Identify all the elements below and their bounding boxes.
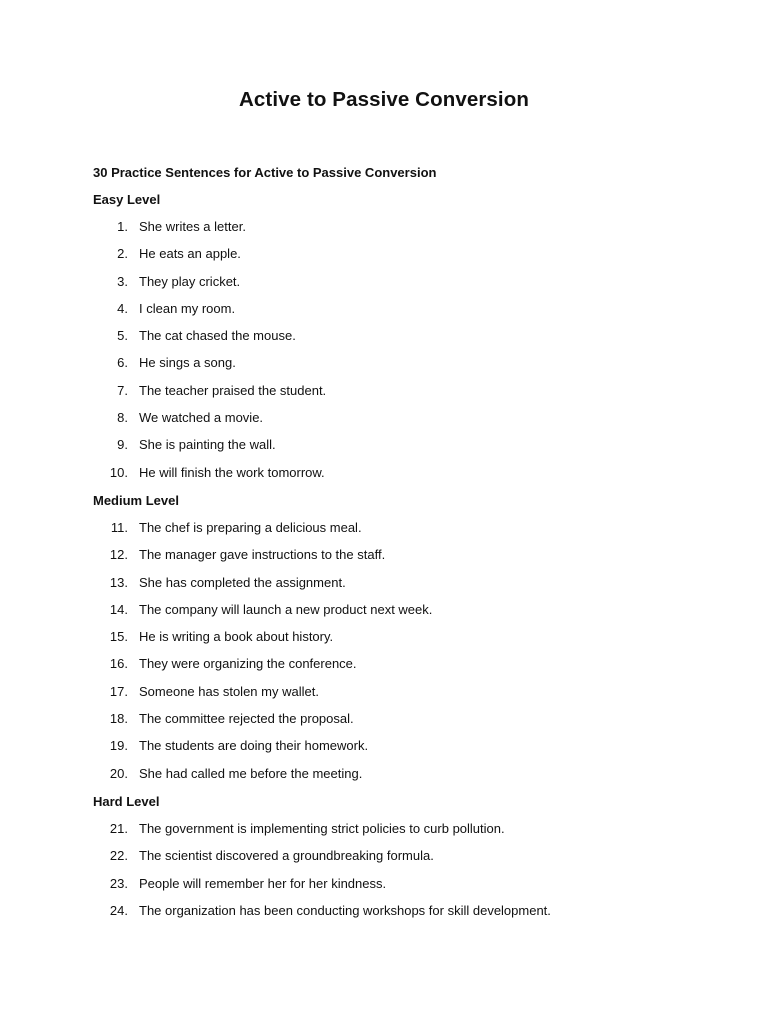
sentence-list: [93, 820, 713, 929]
item-text: The organization has been conducting workshops for skill development.: [139, 902, 551, 918]
item-text: The chef is preparing a delicious meal.: [139, 520, 362, 535]
item-number: 6.: [117, 355, 128, 371]
page-title: Active to Passive Conversion: [239, 88, 529, 111]
item-number: 22.: [109, 848, 128, 864]
item-text: I clean my room.: [139, 300, 236, 316]
list-item: [93, 218, 713, 245]
item-text: They were organizing the conference.: [139, 656, 357, 672]
item-number: 23.: [109, 875, 128, 891]
item-text: The students are doing their homework.: [139, 738, 369, 754]
item-text: He sings a song.: [139, 355, 236, 371]
section-heading: Hard Level: [93, 794, 160, 809]
item-text: The scientist discovered a groundbreaking formula.: [139, 848, 434, 864]
item-number: 8.: [117, 410, 128, 426]
sentence-list: [93, 218, 713, 491]
section-medium-level: [93, 492, 713, 792]
section-heading: Medium Level: [93, 493, 179, 508]
list-item: [93, 436, 713, 463]
list-item: [93, 710, 713, 737]
item-number: 20.: [109, 765, 128, 781]
item-number: 7.: [117, 382, 128, 398]
item-number: 24.: [109, 902, 128, 918]
item-number: 11.: [110, 520, 128, 535]
item-number: 1.: [117, 219, 128, 234]
section-easy-level: [93, 191, 713, 491]
item-text: The cat chased the mouse.: [139, 328, 296, 344]
item-text: People will remember her for her kindness.: [139, 875, 387, 891]
list-item: [93, 655, 713, 682]
list-item: [93, 628, 713, 655]
item-number: 16.: [109, 656, 128, 672]
item-number: 18.: [109, 711, 128, 727]
item-text: She writes a letter.: [139, 219, 246, 234]
item-text: The manager gave instructions to the staff.: [139, 547, 386, 563]
item-text: She is painting the wall.: [139, 437, 276, 453]
list-item: [93, 546, 713, 573]
item-number: 3.: [117, 273, 128, 289]
list-item: [93, 875, 713, 902]
item-number: 14.: [109, 601, 128, 617]
item-text: She had called me before the meeting.: [139, 765, 363, 781]
item-text: She has completed the assignment.: [139, 574, 346, 590]
item-text: He will finish the work tomorrow.: [139, 464, 325, 480]
item-number: 19.: [109, 738, 128, 754]
item-number: 4.: [117, 300, 128, 316]
section-heading: Easy Level: [93, 192, 161, 207]
item-text: Someone has stolen my wallet.: [139, 683, 319, 699]
list-item: [93, 683, 713, 710]
item-text: The committee rejected the proposal.: [139, 711, 354, 727]
item-number: 9.: [117, 437, 128, 453]
list-item: [93, 737, 713, 764]
list-item: [93, 519, 713, 546]
list-item: [93, 327, 713, 354]
item-text: The company will launch a new product next week.: [139, 601, 433, 617]
list-item: [93, 765, 713, 792]
item-number: 21.: [109, 821, 128, 836]
item-text: The government is implementing strict policies to curb pollution.: [139, 821, 505, 836]
item-number: 12.: [109, 547, 128, 563]
list-item: [93, 847, 713, 874]
list-item: [93, 409, 713, 436]
list-item: [93, 574, 713, 601]
list-item: [93, 354, 713, 381]
item-text: We watched a movie.: [139, 410, 264, 426]
item-text: He is writing a book about history.: [139, 629, 334, 645]
item-number: 15.: [109, 629, 128, 645]
item-number: 17.: [109, 683, 128, 699]
list-item: [93, 820, 713, 847]
document-subtitle: 30 Practice Sentences for Active to Passive Conversion: [93, 165, 437, 180]
list-item: [93, 464, 713, 491]
item-number: 5.: [117, 328, 128, 344]
list-item: [93, 902, 713, 929]
sentence-list: [93, 519, 713, 792]
item-number: 10.: [109, 464, 128, 480]
item-number: 2.: [117, 246, 128, 262]
list-item: [93, 382, 713, 409]
item-text: They play cricket.: [139, 273, 241, 289]
item-text: The teacher praised the student.: [139, 382, 327, 398]
list-item: [93, 273, 713, 300]
section-hard-level: [93, 793, 713, 929]
list-item: [93, 601, 713, 628]
list-item: [93, 245, 713, 272]
item-number: 13.: [109, 574, 128, 590]
item-text: He eats an apple.: [139, 246, 241, 262]
list-item: [93, 300, 713, 327]
